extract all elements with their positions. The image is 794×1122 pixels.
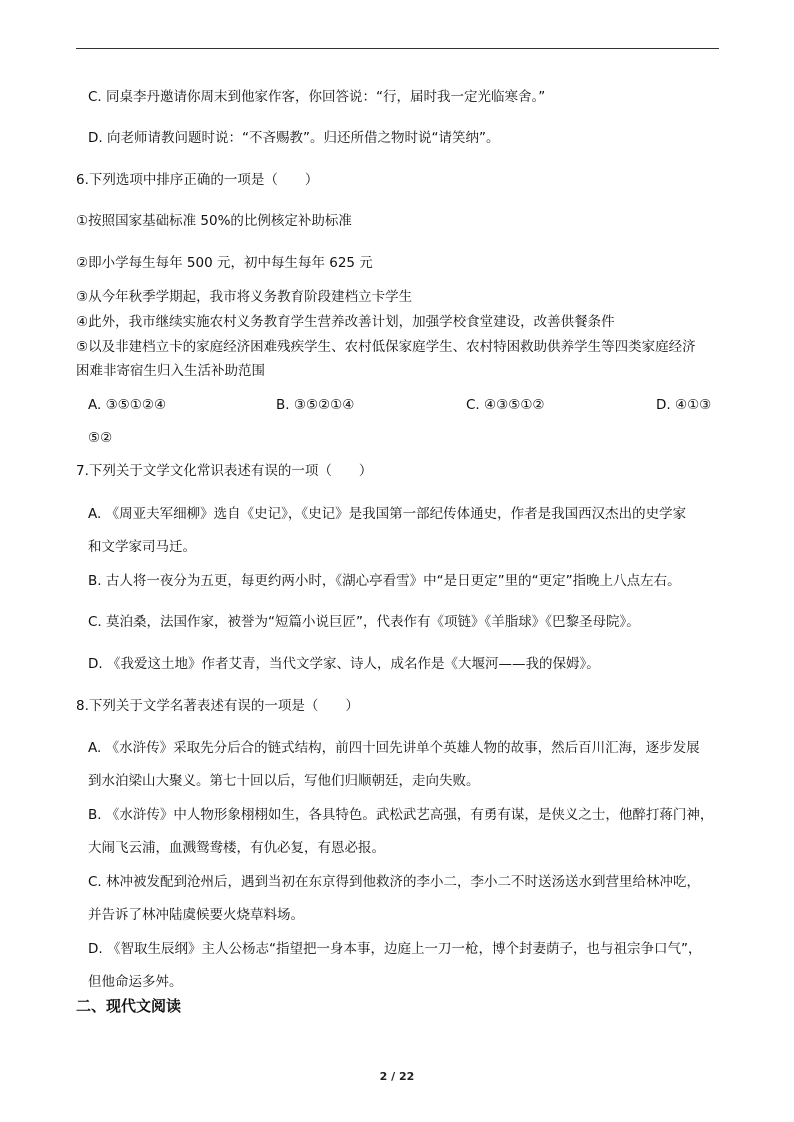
q8-stem: 8.下列关于文学名著表述有误的一项是（ ） xyxy=(76,698,359,714)
q8-option-b-continued: 大闹飞云浦，血溅鸳鸯楼，有仇必复，有恩必报。 xyxy=(88,840,385,856)
q7-option-b: B. 古人将一夜分为五更，每更约两小时，《湖心亭看雪》中“是日更定”里的“更定”指晚上八点左右。 xyxy=(88,573,681,589)
page-number: 2 / 22 xyxy=(379,1070,415,1083)
q7-stem: 7.下列关于文学文化常识表述有误的一项（ ） xyxy=(76,463,373,479)
q6-item-4: ④此外，我市继续实施农村义务教育学生营养改善计划，加强学校食堂建设，改善供餐条件 xyxy=(76,314,615,330)
q7-option-a-continued: 和文学家司马迁。 xyxy=(88,539,196,555)
q5-option-d: D. 向老师请教问题时说：“不吝赐教”。归还所借之物时说“请笑纳”。 xyxy=(88,130,500,146)
section-heading: 二、现代文阅读 xyxy=(76,997,182,1015)
q8-option-c-continued: 并告诉了林冲陆虞候要火烧草料场。 xyxy=(88,907,304,923)
q6-choice-a: A. ③⑤①②④ xyxy=(88,397,167,413)
q6-item-1: ①按照国家基础标准 50%的比例核定补助标准 xyxy=(76,213,352,229)
q6-choice-d-wrap: ⑤② xyxy=(88,430,113,446)
q7-option-d: D. 《我爱这土地》作者艾青，当代文学家、诗人，成名作是《大堰河——我的保姆》。 xyxy=(88,656,600,672)
q6-choice-c: C. ④③⑤①② xyxy=(466,397,545,413)
q8-option-d: D. 《智取生辰纲》主人公杨志“指望把一身本事，边庭上一刀一枪，博个封妻荫子，也与祖宗争口气”， xyxy=(88,941,702,957)
header-rule xyxy=(76,48,719,49)
q5-option-c: C. 同桌李丹邀请你周末到他家作客，你回答说：“行，届时我一定光临寒舍。” xyxy=(88,89,546,105)
q6-item-2: ②即小学每生每年 500 元，初中每生每年 625 元 xyxy=(76,255,373,271)
q7-option-a: A. 《周亚夫军细柳》选自《史记》，《史记》是我国第一部纪传体通史，作者是我国西汉杰出的史学家 xyxy=(88,506,687,522)
q7-option-c: C. 莫泊桑，法国作家，被誉为“短篇小说巨匠”，代表作有《项链》《羊脂球》《巴黎圣母院》。 xyxy=(88,614,640,630)
q6-item-5-continued: 困难非寄宿生归入生活补助范围 xyxy=(76,363,265,379)
q8-option-d-continued: 但他命运多舛。 xyxy=(88,974,183,990)
q8-option-a: A. 《水浒传》采取先分后合的链式结构，前四十回先讲单个英雄人物的故事，然后百川汇海，逐步发展 xyxy=(88,740,700,756)
q6-choice-d: D. ④①③ xyxy=(656,397,712,413)
q6-item-3: ③从今年秋季学期起，我市将义务教育阶段建档立卡学生 xyxy=(76,289,413,305)
q6-item-5: ⑤以及非建档立卡的家庭经济困难残疾学生、农村低保家庭学生、农村特困救助供养学生等四类家庭经济 xyxy=(76,339,696,355)
q8-option-b: B. 《水浒传》中人物形象栩栩如生，各具特色。武松武艺高强，有勇有谋，是侠义之士，他醉打蒋门神， xyxy=(88,807,714,823)
q6-stem: 6.下列选项中排序正确的一项是（ ） xyxy=(76,172,319,188)
q8-option-c: C. 林冲被发配到沧州后，遇到当初在东京得到他救济的李小二，李小二不时送汤送水到营里给林冲吃， xyxy=(88,874,701,890)
q8-option-a-continued: 到水泊梁山大聚义。第七十回以后，写他们归顺朝廷，走向失败。 xyxy=(88,773,480,789)
q6-choice-b: B. ③⑤②①④ xyxy=(276,397,355,413)
